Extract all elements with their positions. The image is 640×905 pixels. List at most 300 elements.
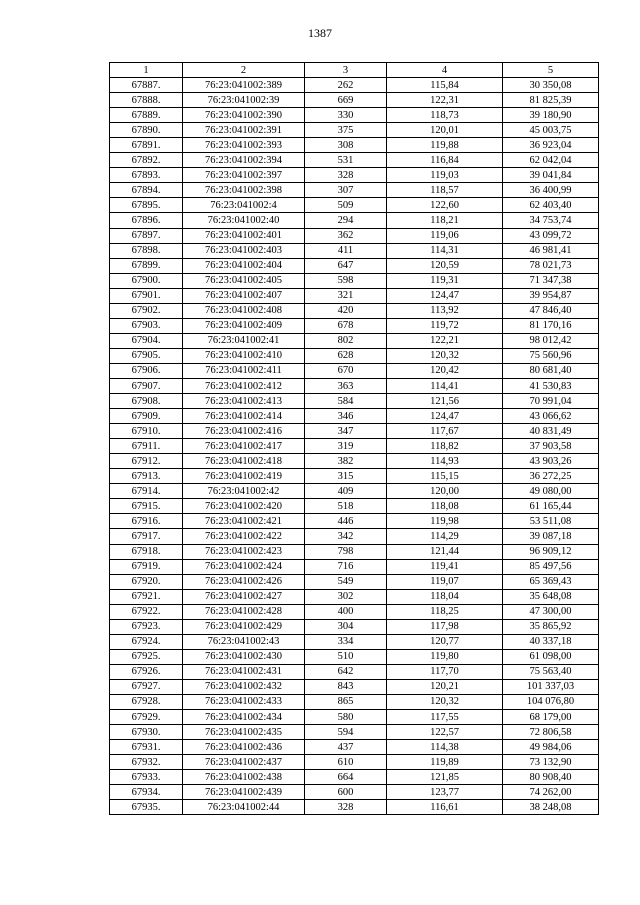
rate-cell: 114,93: [387, 454, 503, 469]
table-row: [110, 574, 599, 589]
cadastral-number: 76:23:041002:401: [183, 228, 305, 243]
table-row: [110, 619, 599, 634]
cadastral-number: 76:23:041002:418: [183, 454, 305, 469]
rate-cell: 117,70: [387, 664, 503, 679]
row-number: 67905.: [110, 348, 183, 363]
cadastral-number: 76:23:041002:436: [183, 740, 305, 755]
cadastral-number: 76:23:041002:397: [183, 168, 305, 183]
value-cell: 65 369,43: [503, 574, 599, 589]
table-row: [110, 168, 599, 183]
rate-cell: 116,61: [387, 800, 503, 815]
rate-cell: 123,77: [387, 785, 503, 800]
table-row: [110, 649, 599, 664]
value-cell: 39 087,18: [503, 529, 599, 544]
rate-cell: 121,56: [387, 394, 503, 409]
row-number: 67917.: [110, 529, 183, 544]
area-cell: 594: [305, 725, 387, 740]
value-cell: 47 846,40: [503, 303, 599, 318]
row-number: 67900.: [110, 273, 183, 288]
rate-cell: 124,47: [387, 288, 503, 303]
area-cell: 304: [305, 619, 387, 634]
value-cell: 35 865,92: [503, 619, 599, 634]
cadastral-number: 76:23:041002:43: [183, 634, 305, 649]
cadastral-number: 76:23:041002:412: [183, 378, 305, 393]
cadastral-number: 76:23:041002:41: [183, 333, 305, 348]
table-row: [110, 424, 599, 439]
cadastral-number: 76:23:041002:414: [183, 409, 305, 424]
rate-cell: 119,07: [387, 574, 503, 589]
area-cell: 628: [305, 348, 387, 363]
area-cell: 802: [305, 333, 387, 348]
area-cell: 420: [305, 303, 387, 318]
area-cell: 363: [305, 378, 387, 393]
area-cell: 321: [305, 288, 387, 303]
table-row: [110, 108, 599, 123]
area-cell: 549: [305, 574, 387, 589]
value-cell: 62 042,04: [503, 153, 599, 168]
rate-cell: 119,98: [387, 514, 503, 529]
area-cell: 328: [305, 800, 387, 815]
table-row: [110, 785, 599, 800]
table-row: [110, 559, 599, 574]
area-cell: 518: [305, 499, 387, 514]
cadastral-number: 76:23:041002:439: [183, 785, 305, 800]
rate-cell: 120,42: [387, 363, 503, 378]
rate-cell: 119,72: [387, 318, 503, 333]
value-cell: 30 350,08: [503, 78, 599, 93]
cadastral-number: 76:23:041002:398: [183, 183, 305, 198]
value-cell: 98 012,42: [503, 333, 599, 348]
area-cell: 330: [305, 108, 387, 123]
cadastral-number: 76:23:041002:423: [183, 544, 305, 559]
value-cell: 43 903,26: [503, 454, 599, 469]
table-row: [110, 484, 599, 499]
value-cell: 81 825,39: [503, 93, 599, 108]
cadastral-number: 76:23:041002:438: [183, 770, 305, 785]
cadastral-number: 76:23:041002:426: [183, 574, 305, 589]
area-cell: 642: [305, 664, 387, 679]
area-cell: 302: [305, 589, 387, 604]
cadastral-number: 76:23:041002:408: [183, 303, 305, 318]
row-number: 67897.: [110, 228, 183, 243]
table-row: [110, 604, 599, 619]
row-number: 67920.: [110, 574, 183, 589]
row-number: 67924.: [110, 634, 183, 649]
area-cell: 375: [305, 123, 387, 138]
rate-cell: 120,01: [387, 123, 503, 138]
cadastral-number: 76:23:041002:427: [183, 589, 305, 604]
value-cell: 53 511,08: [503, 514, 599, 529]
data-table: [109, 62, 599, 815]
rate-cell: 118,82: [387, 439, 503, 454]
cadastral-number: 76:23:041002:394: [183, 153, 305, 168]
row-number: 67921.: [110, 589, 183, 604]
cadastral-number: 76:23:041002:429: [183, 619, 305, 634]
value-cell: 39 041,84: [503, 168, 599, 183]
value-cell: 74 262,00: [503, 785, 599, 800]
area-cell: 865: [305, 694, 387, 709]
value-cell: 36 923,04: [503, 138, 599, 153]
row-number: 67927.: [110, 679, 183, 694]
table-row: [110, 499, 599, 514]
row-number: 67915.: [110, 499, 183, 514]
header-cell-5: 5: [503, 63, 599, 78]
value-cell: 104 076,80: [503, 694, 599, 709]
area-cell: 510: [305, 649, 387, 664]
table-row: [110, 800, 599, 815]
cadastral-number: 76:23:041002:40: [183, 213, 305, 228]
area-cell: 798: [305, 544, 387, 559]
rate-cell: 122,31: [387, 93, 503, 108]
rate-cell: 118,57: [387, 183, 503, 198]
cadastral-number: 76:23:041002:407: [183, 288, 305, 303]
value-cell: 85 497,56: [503, 559, 599, 574]
row-number: 67932.: [110, 755, 183, 770]
rate-cell: 119,31: [387, 273, 503, 288]
value-cell: 78 021,73: [503, 258, 599, 273]
row-number: 67904.: [110, 333, 183, 348]
cadastral-number: 76:23:041002:437: [183, 755, 305, 770]
value-cell: 45 003,75: [503, 123, 599, 138]
area-cell: 647: [305, 258, 387, 273]
value-cell: 49 984,06: [503, 740, 599, 755]
value-cell: 43 066,62: [503, 409, 599, 424]
value-cell: 39 954,87: [503, 288, 599, 303]
row-number: 67887.: [110, 78, 183, 93]
value-cell: 35 648,08: [503, 589, 599, 604]
rate-cell: 114,38: [387, 740, 503, 755]
cadastral-number: 76:23:041002:420: [183, 499, 305, 514]
value-cell: 101 337,03: [503, 679, 599, 694]
area-cell: 308: [305, 138, 387, 153]
table-row: [110, 213, 599, 228]
row-number: 67895.: [110, 198, 183, 213]
row-number: 67898.: [110, 243, 183, 258]
cadastral-number: 76:23:041002:419: [183, 469, 305, 484]
row-number: 67925.: [110, 649, 183, 664]
cadastral-number: 76:23:041002:434: [183, 710, 305, 725]
cadastral-number: 76:23:041002:4: [183, 198, 305, 213]
row-number: 67918.: [110, 544, 183, 559]
rate-cell: 122,21: [387, 333, 503, 348]
value-cell: 36 272,25: [503, 469, 599, 484]
cadastral-number: 76:23:041002:409: [183, 318, 305, 333]
table-row: [110, 409, 599, 424]
row-number: 67933.: [110, 770, 183, 785]
rate-cell: 117,55: [387, 710, 503, 725]
cadastral-number: 76:23:041002:435: [183, 725, 305, 740]
cadastral-number: 76:23:041002:431: [183, 664, 305, 679]
value-cell: 70 991,04: [503, 394, 599, 409]
row-number: 67902.: [110, 303, 183, 318]
rate-cell: 118,04: [387, 589, 503, 604]
area-cell: 411: [305, 243, 387, 258]
row-number: 67908.: [110, 394, 183, 409]
table-row: [110, 333, 599, 348]
cadastral-number: 76:23:041002:417: [183, 439, 305, 454]
value-cell: 41 530,83: [503, 378, 599, 393]
rate-cell: 118,21: [387, 213, 503, 228]
row-number: 67893.: [110, 168, 183, 183]
area-cell: 843: [305, 679, 387, 694]
value-cell: 37 903,58: [503, 439, 599, 454]
header-cell-4: 4: [387, 63, 503, 78]
area-cell: 400: [305, 604, 387, 619]
area-cell: 362: [305, 228, 387, 243]
rate-cell: 114,31: [387, 243, 503, 258]
table-row: [110, 544, 599, 559]
row-number: 67910.: [110, 424, 183, 439]
area-cell: 262: [305, 78, 387, 93]
table-row: [110, 318, 599, 333]
area-cell: 509: [305, 198, 387, 213]
table-row: [110, 529, 599, 544]
table-row: [110, 694, 599, 709]
table-row: [110, 634, 599, 649]
rate-cell: 113,92: [387, 303, 503, 318]
area-cell: 409: [305, 484, 387, 499]
rate-cell: 121,85: [387, 770, 503, 785]
row-number: 67919.: [110, 559, 183, 574]
table-row: [110, 243, 599, 258]
row-number: 67928.: [110, 694, 183, 709]
rate-cell: 122,60: [387, 198, 503, 213]
value-cell: 38 248,08: [503, 800, 599, 815]
value-cell: 75 563,40: [503, 664, 599, 679]
row-number: 67906.: [110, 363, 183, 378]
row-number: 67926.: [110, 664, 183, 679]
table-row: [110, 679, 599, 694]
rate-cell: 120,32: [387, 348, 503, 363]
cadastral-number: 76:23:041002:411: [183, 363, 305, 378]
table-row: [110, 138, 599, 153]
row-number: 67889.: [110, 108, 183, 123]
area-cell: 294: [305, 213, 387, 228]
rate-cell: 118,08: [387, 499, 503, 514]
value-cell: 71 347,38: [503, 273, 599, 288]
rate-cell: 119,06: [387, 228, 503, 243]
value-cell: 36 400,99: [503, 183, 599, 198]
area-cell: 342: [305, 529, 387, 544]
row-number: 67903.: [110, 318, 183, 333]
value-cell: 61 098,00: [503, 649, 599, 664]
value-cell: 80 908,40: [503, 770, 599, 785]
rate-cell: 119,88: [387, 138, 503, 153]
area-cell: 315: [305, 469, 387, 484]
area-cell: 328: [305, 168, 387, 183]
rate-cell: 120,21: [387, 679, 503, 694]
cadastral-number: 76:23:041002:389: [183, 78, 305, 93]
row-number: 67892.: [110, 153, 183, 168]
row-number: 67907.: [110, 378, 183, 393]
table-row: [110, 258, 599, 273]
row-number: 67909.: [110, 409, 183, 424]
area-cell: 531: [305, 153, 387, 168]
cadastral-number: 76:23:041002:433: [183, 694, 305, 709]
table-row: [110, 288, 599, 303]
area-cell: 598: [305, 273, 387, 288]
rate-cell: 114,29: [387, 529, 503, 544]
value-cell: 80 681,40: [503, 363, 599, 378]
cadastral-number: 76:23:041002:428: [183, 604, 305, 619]
rate-cell: 120,59: [387, 258, 503, 273]
rate-cell: 119,80: [387, 649, 503, 664]
row-number: 67935.: [110, 800, 183, 815]
rate-cell: 114,41: [387, 378, 503, 393]
table-row: [110, 198, 599, 213]
row-number: 67912.: [110, 454, 183, 469]
cadastral-number: 76:23:041002:432: [183, 679, 305, 694]
value-cell: 43 099,72: [503, 228, 599, 243]
area-cell: 716: [305, 559, 387, 574]
cadastral-number: 76:23:041002:393: [183, 138, 305, 153]
table-body: [110, 78, 599, 815]
table-row: [110, 755, 599, 770]
value-cell: 47 300,00: [503, 604, 599, 619]
cadastral-number: 76:23:041002:430: [183, 649, 305, 664]
table-row: [110, 153, 599, 168]
rate-cell: 120,77: [387, 634, 503, 649]
cadastral-number: 76:23:041002:404: [183, 258, 305, 273]
row-number: 67899.: [110, 258, 183, 273]
rate-cell: 118,73: [387, 108, 503, 123]
row-number: 67901.: [110, 288, 183, 303]
rate-cell: 115,84: [387, 78, 503, 93]
rate-cell: 120,00: [387, 484, 503, 499]
row-number: 67894.: [110, 183, 183, 198]
table-row: [110, 78, 599, 93]
value-cell: 73 132,90: [503, 755, 599, 770]
area-cell: 670: [305, 363, 387, 378]
rate-cell: 119,89: [387, 755, 503, 770]
area-cell: 446: [305, 514, 387, 529]
value-cell: 75 560,96: [503, 348, 599, 363]
table-header: [110, 63, 599, 78]
rate-cell: 124,47: [387, 409, 503, 424]
area-cell: 382: [305, 454, 387, 469]
row-number: 67896.: [110, 213, 183, 228]
rate-cell: 118,25: [387, 604, 503, 619]
header-row: [110, 63, 599, 78]
header-cell-3: 3: [305, 63, 387, 78]
area-cell: 584: [305, 394, 387, 409]
row-number: 67916.: [110, 514, 183, 529]
cadastral-number: 76:23:041002:421: [183, 514, 305, 529]
table-row: [110, 228, 599, 243]
area-cell: 346: [305, 409, 387, 424]
cadastral-number: 76:23:041002:410: [183, 348, 305, 363]
row-number: 67891.: [110, 138, 183, 153]
table-row: [110, 710, 599, 725]
header-cell-2: 2: [183, 63, 305, 78]
rate-cell: 119,41: [387, 559, 503, 574]
cadastral-number: 76:23:041002:42: [183, 484, 305, 499]
cadastral-number: 76:23:041002:413: [183, 394, 305, 409]
area-cell: 600: [305, 785, 387, 800]
cadastral-number: 76:23:041002:390: [183, 108, 305, 123]
value-cell: 49 080,00: [503, 484, 599, 499]
area-cell: 307: [305, 183, 387, 198]
value-cell: 81 170,16: [503, 318, 599, 333]
table-row: [110, 740, 599, 755]
row-number: 67929.: [110, 710, 183, 725]
area-cell: 347: [305, 424, 387, 439]
table-row: [110, 183, 599, 198]
value-cell: 96 909,12: [503, 544, 599, 559]
row-number: 67914.: [110, 484, 183, 499]
table-row: [110, 303, 599, 318]
rate-cell: 117,67: [387, 424, 503, 439]
table-row: [110, 348, 599, 363]
table-row: [110, 664, 599, 679]
table-row: [110, 469, 599, 484]
row-number: 67923.: [110, 619, 183, 634]
rate-cell: 121,44: [387, 544, 503, 559]
rate-cell: 116,84: [387, 153, 503, 168]
value-cell: 61 165,44: [503, 499, 599, 514]
value-cell: 72 806,58: [503, 725, 599, 740]
rate-cell: 122,57: [387, 725, 503, 740]
rate-cell: 120,32: [387, 694, 503, 709]
area-cell: 669: [305, 93, 387, 108]
table-row: [110, 514, 599, 529]
value-cell: 62 403,40: [503, 198, 599, 213]
header-cell-1: 1: [110, 63, 183, 78]
cadastral-number: 76:23:041002:422: [183, 529, 305, 544]
row-number: 67913.: [110, 469, 183, 484]
table-row: [110, 123, 599, 138]
value-cell: 34 753,74: [503, 213, 599, 228]
table-row: [110, 454, 599, 469]
cadastral-number: 76:23:041002:424: [183, 559, 305, 574]
table-row: [110, 394, 599, 409]
table-row: [110, 725, 599, 740]
row-number: 67922.: [110, 604, 183, 619]
value-cell: 39 180,90: [503, 108, 599, 123]
area-cell: 437: [305, 740, 387, 755]
cadastral-number: 76:23:041002:39: [183, 93, 305, 108]
rate-cell: 119,03: [387, 168, 503, 183]
cadastral-number: 76:23:041002:403: [183, 243, 305, 258]
table-row: [110, 93, 599, 108]
row-number: 67930.: [110, 725, 183, 740]
area-cell: 664: [305, 770, 387, 785]
value-cell: 46 981,41: [503, 243, 599, 258]
cadastral-number: 76:23:041002:44: [183, 800, 305, 815]
area-cell: 678: [305, 318, 387, 333]
table-row: [110, 363, 599, 378]
row-number: 67890.: [110, 123, 183, 138]
area-cell: 580: [305, 710, 387, 725]
value-cell: 40 831,49: [503, 424, 599, 439]
area-cell: 334: [305, 634, 387, 649]
rate-cell: 117,98: [387, 619, 503, 634]
row-number: 67911.: [110, 439, 183, 454]
row-number: 67931.: [110, 740, 183, 755]
value-cell: 68 179,00: [503, 710, 599, 725]
table-row: [110, 273, 599, 288]
area-cell: 610: [305, 755, 387, 770]
value-cell: 40 337,18: [503, 634, 599, 649]
cadastral-number: 76:23:041002:391: [183, 123, 305, 138]
page-number: 1387: [308, 26, 332, 40]
area-cell: 319: [305, 439, 387, 454]
cadastral-number: 76:23:041002:405: [183, 273, 305, 288]
row-number: 67888.: [110, 93, 183, 108]
table-row: [110, 589, 599, 604]
table-row: [110, 439, 599, 454]
cadastral-number: 76:23:041002:416: [183, 424, 305, 439]
